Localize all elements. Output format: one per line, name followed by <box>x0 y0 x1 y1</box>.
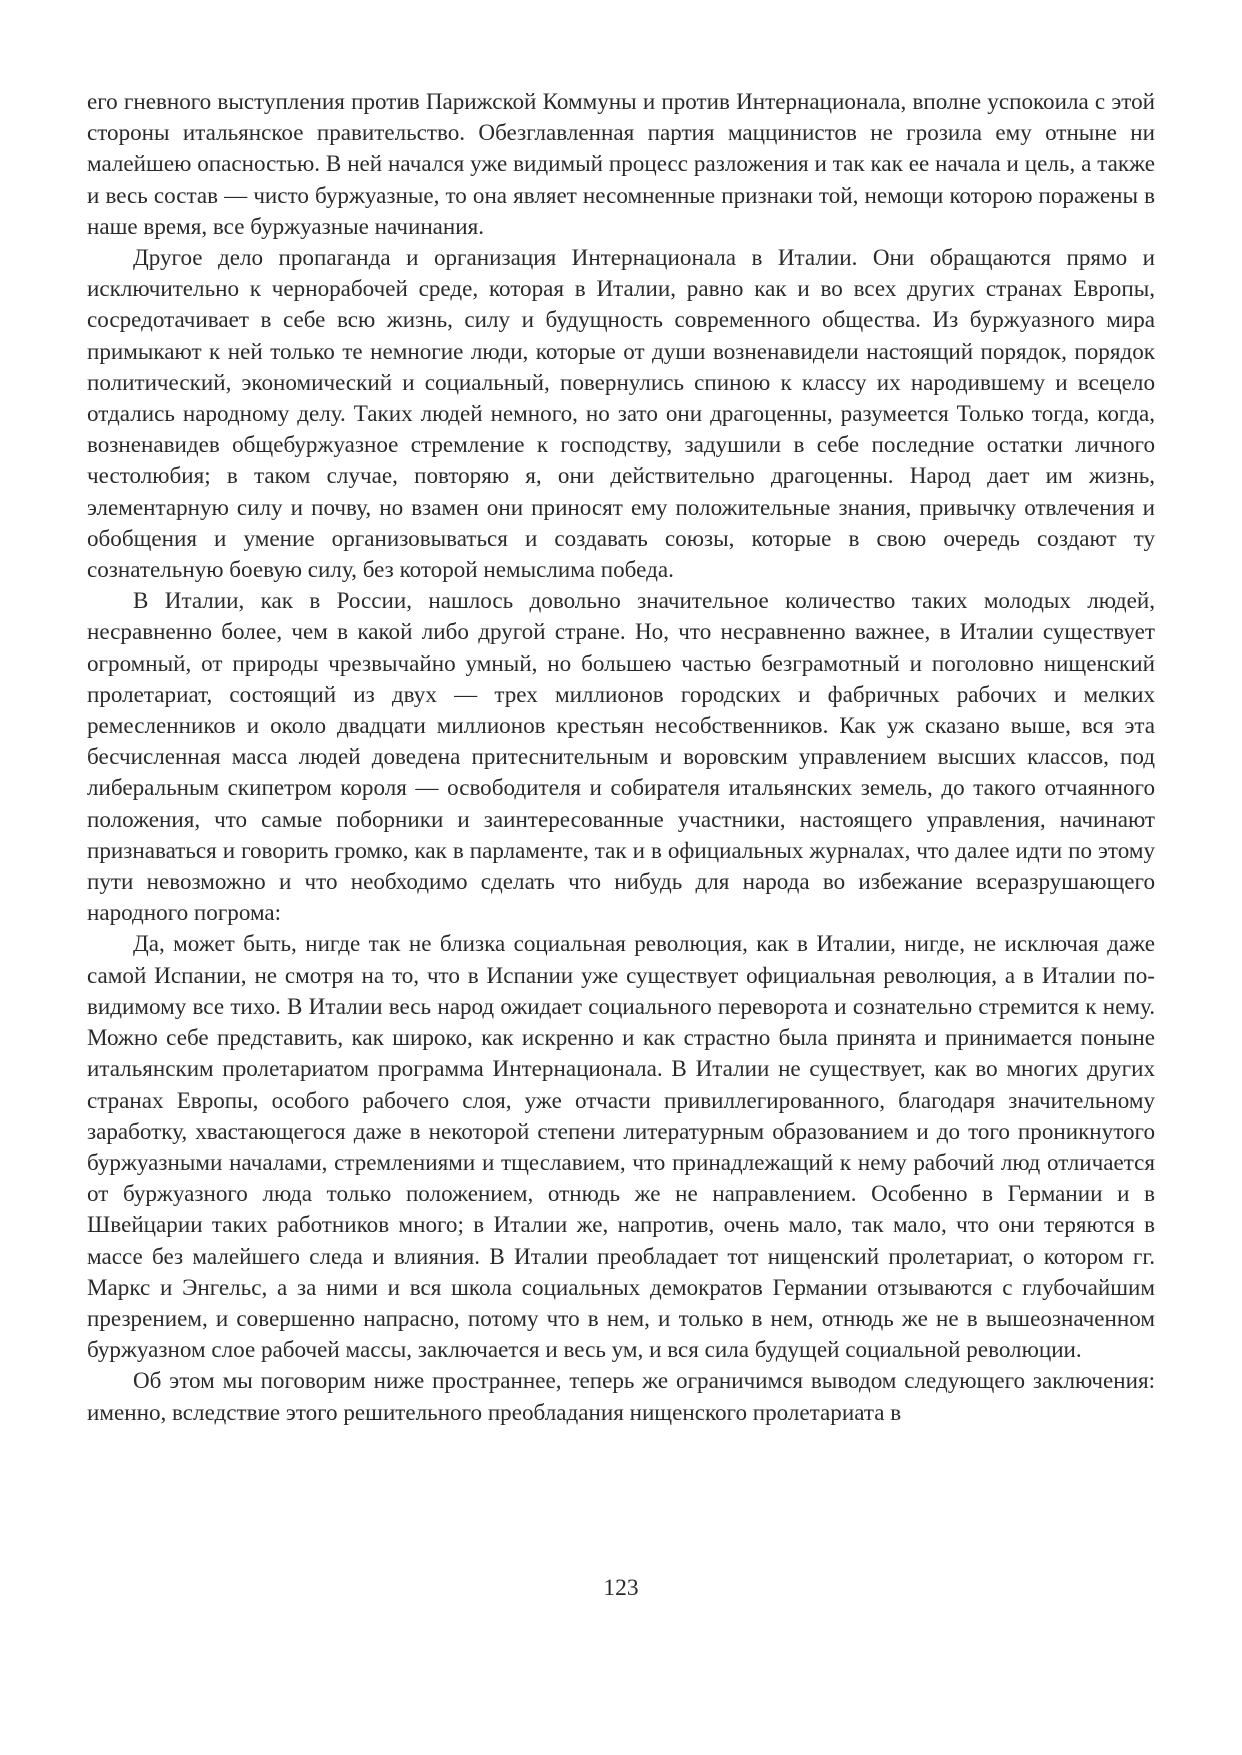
paragraph: В Италии, как в России, нашлось довольно значительное количество таких молодых людей, несравненно более, чем в какой либо другой стране. Но, что несравненно важнее, в Италии существует огромный, от природы чрезвычайно умный, но большею частью безграмотный и поголовно нищенский пролетариат, состоящий из двух — трех миллионов городских и фабричных рабочих и мелких ремесленников и около двадцати миллионов крестьян несобственников. Как уж сказано выше, вся эта бесчисленная масса людей доведена притеснительным и воровским управлением высших классов, под либеральным скипетром короля — освободителя и собирателя итальянских земель, до такого отчаянного положения, что самые поборники и заинтересованные участники, настоящего управления, начинают признаваться и говорить громко, как в парламенте, так и в официальных журналах, что далее идти по этому пути невозможно и что необходимо сделать что нибудь для народа во избежание всеразрушающего народного погрома: <box>87 587 1155 926</box>
paragraph: Другое дело пропаганда и организация Интернационала в Италии. Они обращаются прямо и исключительно к чернорабочей среде, которая в Италии, равно как и во всех других странах Европы, сосредотачивает в себе всю жизнь, силу и будущность современного общества. Из буржуазного мира примыкают к ней только те немногие люди, которые от души возненавидели настоящий порядок, порядок политический, экономический и социальный, повернулись спиною к классу их народившему и всецело отдались народному делу. Таких людей немного, но зато они драгоценны, разумеется Только тогда, когда, возненавидев общебуржуазное стремление к господству, задушили в себе последние остатки личного честолюбия; в таком случае, повторяю я, они действительно драгоценны. Народ дает им жизнь, элементарную силу и почву, но взамен они приносят ему положительные знания, привычку отвлечения и обобщения и умение организовываться и создавать союзы, которые в свою очередь создают ту сознательную боевую силу, без которой немыслима победа. <box>87 244 1155 583</box>
paragraph: Да, может быть, нигде так не близка социальная революция, как в Италии, нигде, не исключая даже самой Испании, не смотря на то, что в Испании уже существует официальная революция, а в Италии по-видимому все тихо. В Италии весь народ ожидает социального переворота и сознательно стремится к нему. Можно себе представить, как широко, как искренно и как страстно была принята и принимается поныне итальянским пролетариатом программа Интернационала. В Италии не существует, как во многих других странах Европы, особого рабочего слоя, уже отчасти привиллегированного, благодаря значительному заработку, хвастающегося даже в некоторой степени литературным образованием и до того проникнутого буржуазными началами, стремлениями и тщеславием, что принадлежащий к нему рабочий люд отличается от буржуазного люда только положением, отнюдь же не направлением. Особенно в Германии и в Швейцарии таких работников много; в Италии же, напротив, очень мало, так мало, что они теряются в массе без малейшего следа и влияния. В Италии преобладает тот нищенский пролетариат, о котором гг. Маркс и Энгельс, а за ними и вся школа социальных демократов Германии отзываются с глубочайшим презрением, и совершенно напрасно, потому что в нем, и только в нем, отнюдь же не в вышеозначенном буржуазном слое рабочей массы, заключается и весь ум, и вся сила будущей социальной революции. <box>87 930 1155 1363</box>
page-body <box>87 86 1155 1428</box>
page-number: 123 <box>603 1575 639 1601</box>
paragraph-continues: Об этом мы поговорим ниже пространнее, теперь же ограничимся выводом следующего заключения: именно, вследствие этого решительного преобладания нищенского пролетариата в <box>87 1367 1155 1425</box>
paragraph-continued: его гневного выступления против Парижской Коммуны и против Интернационала, вполне успокоила с этой стороны итальянское правительство. Обезглавленная партия маццинистов не грозила ему отныне ни малейшею опасностью. В ней начался уже видимый процесс разложения и так как ее начала и цель, а также и весь состав — чисто буржуазные, то она являет несомненные признаки той, немощи которою поражены в наше время, все буржуазные начинания. <box>87 88 1155 239</box>
